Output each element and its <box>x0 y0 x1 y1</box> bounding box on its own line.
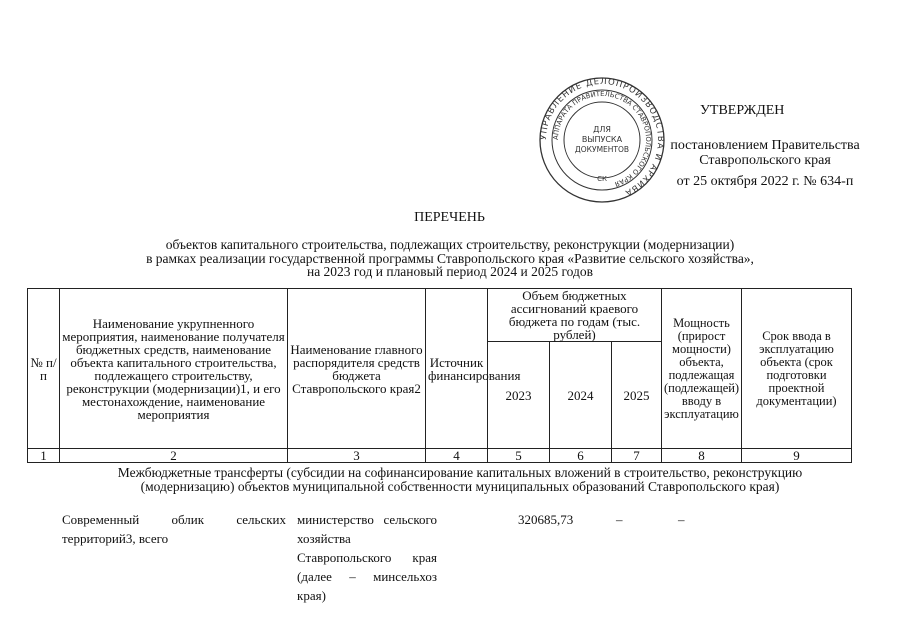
document-title: ПЕРЕЧЕНЬ <box>414 210 485 225</box>
subtitle-line-1: объектов капитального строительства, подлежащих строительству, реконструкции (модернизации) <box>165 237 735 252</box>
header-name: Наименование укрупненного мероприятия, наименование получателя бюджетных средств, наименование объекта капитального строительства, подлежащего строительству, реконструкции (модернизации)1, и его местонахождение, наименование мероприятия <box>60 289 288 449</box>
header-year-2025: 2025 <box>612 342 662 449</box>
stamp-center-2: ВЫПУСКА <box>581 135 623 144</box>
subtitle-line-2: в рамках реализации государственной программы Ставропольского края «Развитие сельского хозяйства», <box>146 250 754 266</box>
col-number-8: 8 <box>662 449 742 463</box>
subtitle-line-3: на 2023 год и плановый период 2024 и 2025 годов <box>306 264 594 279</box>
objects-table <box>27 288 852 463</box>
approval-line-2: Ставропольского края <box>699 153 831 168</box>
col-number-5: 5 <box>488 449 550 463</box>
approval-line-1: постановлением Правительства <box>670 138 860 153</box>
row-manager: министерство сельского хозяйства Ставропольского края (далее – минсельхоз края) <box>297 512 437 603</box>
approval-line-3: от 25 октября 2022 г. № 634-п <box>676 174 854 189</box>
col-number-7: 7 <box>612 449 662 463</box>
col-number-9: 9 <box>742 449 852 463</box>
header-manager: Наименование главного распорядителя средств бюджета Ставропольского края2 <box>288 289 426 449</box>
header-year-2023: 2023 <box>488 342 550 449</box>
stamp-center-1: ДЛЯ <box>593 125 611 134</box>
stamp-outer-text: УПРАВЛЕНИЕ ДЕЛОПРОИЗВОДСТВА И АРХИВА <box>538 76 666 198</box>
header-source: Источник финансирования <box>426 289 488 449</box>
header-volume: Объем бюджетных ассигнований краевого бюджета по годам (тыс. рублей) <box>488 289 662 342</box>
col-number-2: 2 <box>60 449 288 463</box>
col-number-1: 1 <box>28 449 60 463</box>
header-capacity: Мощность (прирост мощности) объекта, подлежащая (подлежащей) вводу в эксплуатацию <box>662 289 742 449</box>
header-term: Срок ввода в эксплуатацию объекта (срок подготовки проектной документации) <box>742 289 852 449</box>
col-number-4: 4 <box>426 449 488 463</box>
row-name: Современный облик сельских территорий3, всего <box>62 512 286 546</box>
row-value-2024: – <box>616 512 623 527</box>
row-value-2023: 320685,73 <box>518 512 574 527</box>
document-subtitle <box>60 238 840 279</box>
header-number: № п/п <box>28 289 60 449</box>
approved-label: УТВЕРЖДЕН <box>700 103 785 118</box>
row-value-2025: – <box>678 512 685 527</box>
stamp-center-3: ДОКУМЕНТОВ <box>574 145 630 154</box>
stamp-inner-text: АППАРАТА ПРАВИТЕЛЬСТВА СТАВРОПОЛЬСКОГО КРАЯ <box>551 89 653 188</box>
header-year-2024: 2024 <box>550 342 612 449</box>
col-number-6: 6 <box>550 449 612 463</box>
col-number-3: 3 <box>288 449 426 463</box>
section-heading <box>60 466 860 494</box>
stamp-bottom: СК <box>597 175 607 183</box>
section-line-2: (модернизацию) объектов муниципальной собственности муниципальных образований Ставропольского края) <box>140 479 780 494</box>
section-line-1: Межбюджетные трансферты (субсидии на софинансирование капитальных вложений в строительство, реконструкцию <box>117 465 803 480</box>
